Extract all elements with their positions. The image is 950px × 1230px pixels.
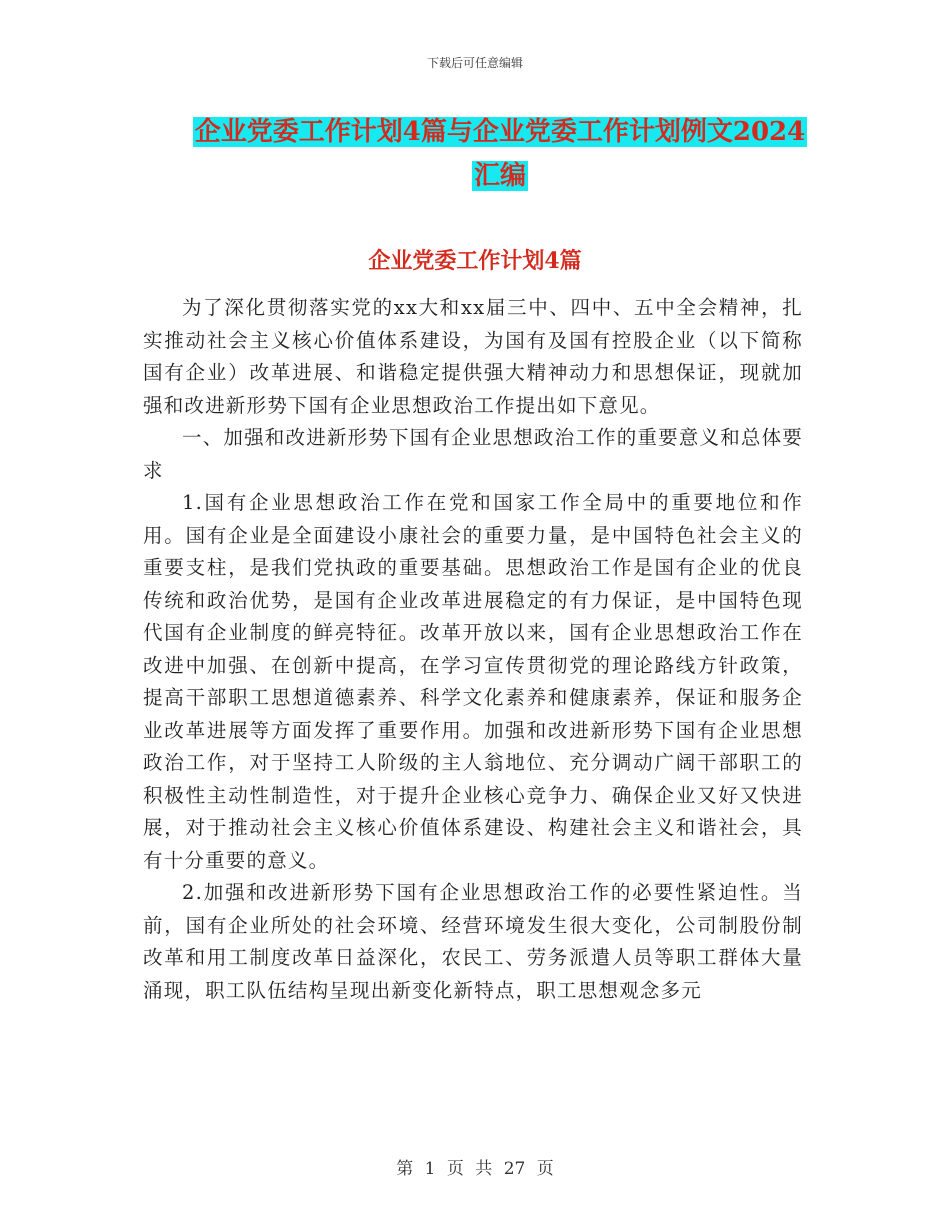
document-title-line-1: 企业党委工作计划4篇与企业党委工作计划例文2024 (194, 117, 806, 147)
body-paragraph: 为了深化贯彻落实党的xx大和xx届三中、四中、五中全会精神，扎实推动社会主义核心价值体系建设，为国有及国有控股企业（以下简称国有企业）改革进展、和谐稳定提供强大精神动力和思想保证，现就加强和改进新形势下国有企业思想政治工作提出如下意见。 (143, 296, 803, 417)
document-title-line-2: 汇编 (473, 161, 526, 191)
body-paragraph: 1.国有企业思想政治工作在党和国家工作全局中的重要地位和作用。国有企业是全面建设小康社会的重要力量，是中国特色社会主义的重要支柱，是我们党执政的重要基础。思想政治工作是国有企业的优良传统和政治优势，是国有企业改革进展稳定的有力保证，是中国特色现代国有企业制度的鲜亮特征。改革开放以来，国有企业思想政治工作在改进中加强、在创新中提高，在学习宣传贯彻党的理论路线方针政策，提高干部职工思想道德素养、科学文化素养和健康素养，保证和服务企业改革进展等方面发挥了重要作用。加强和改进新形势下国有企业思想政治工作，对于坚持工人阶级的主人翁地位、充分调动广阔干部职工的积极性主动性制造性，对于提升企业核心竞争力、确保企业又好又快进展，对于推动社会主义核心价值体系建设、构建社会主义和谐社会，具有十分重要的意义。 (143, 491, 803, 872)
body-paragraph: 2.加强和改进新形势下国有企业思想政治工作的必要性紧迫性。当前，国有企业所处的社会环境、经营环境发生很大变化，公司制股份制改革和用工制度改革日益深化，农民工、劳务派遣人员等职工群体大量涌现，职工队伍结构呈现出新变化新特点，职工思想观念多元 (143, 881, 803, 1002)
header-note: 下载后可任意编辑 (426, 56, 523, 70)
section-title: 企业党委工作计划4篇 (368, 248, 582, 274)
page-footer: 第 1 页 共 27 页 (396, 1159, 554, 1179)
body-paragraph: 一、加强和改进新形势下国有企业思想政治工作的重要意义和总体要求 (143, 426, 804, 482)
document-title (170, 110, 830, 198)
document-body (143, 292, 803, 1007)
